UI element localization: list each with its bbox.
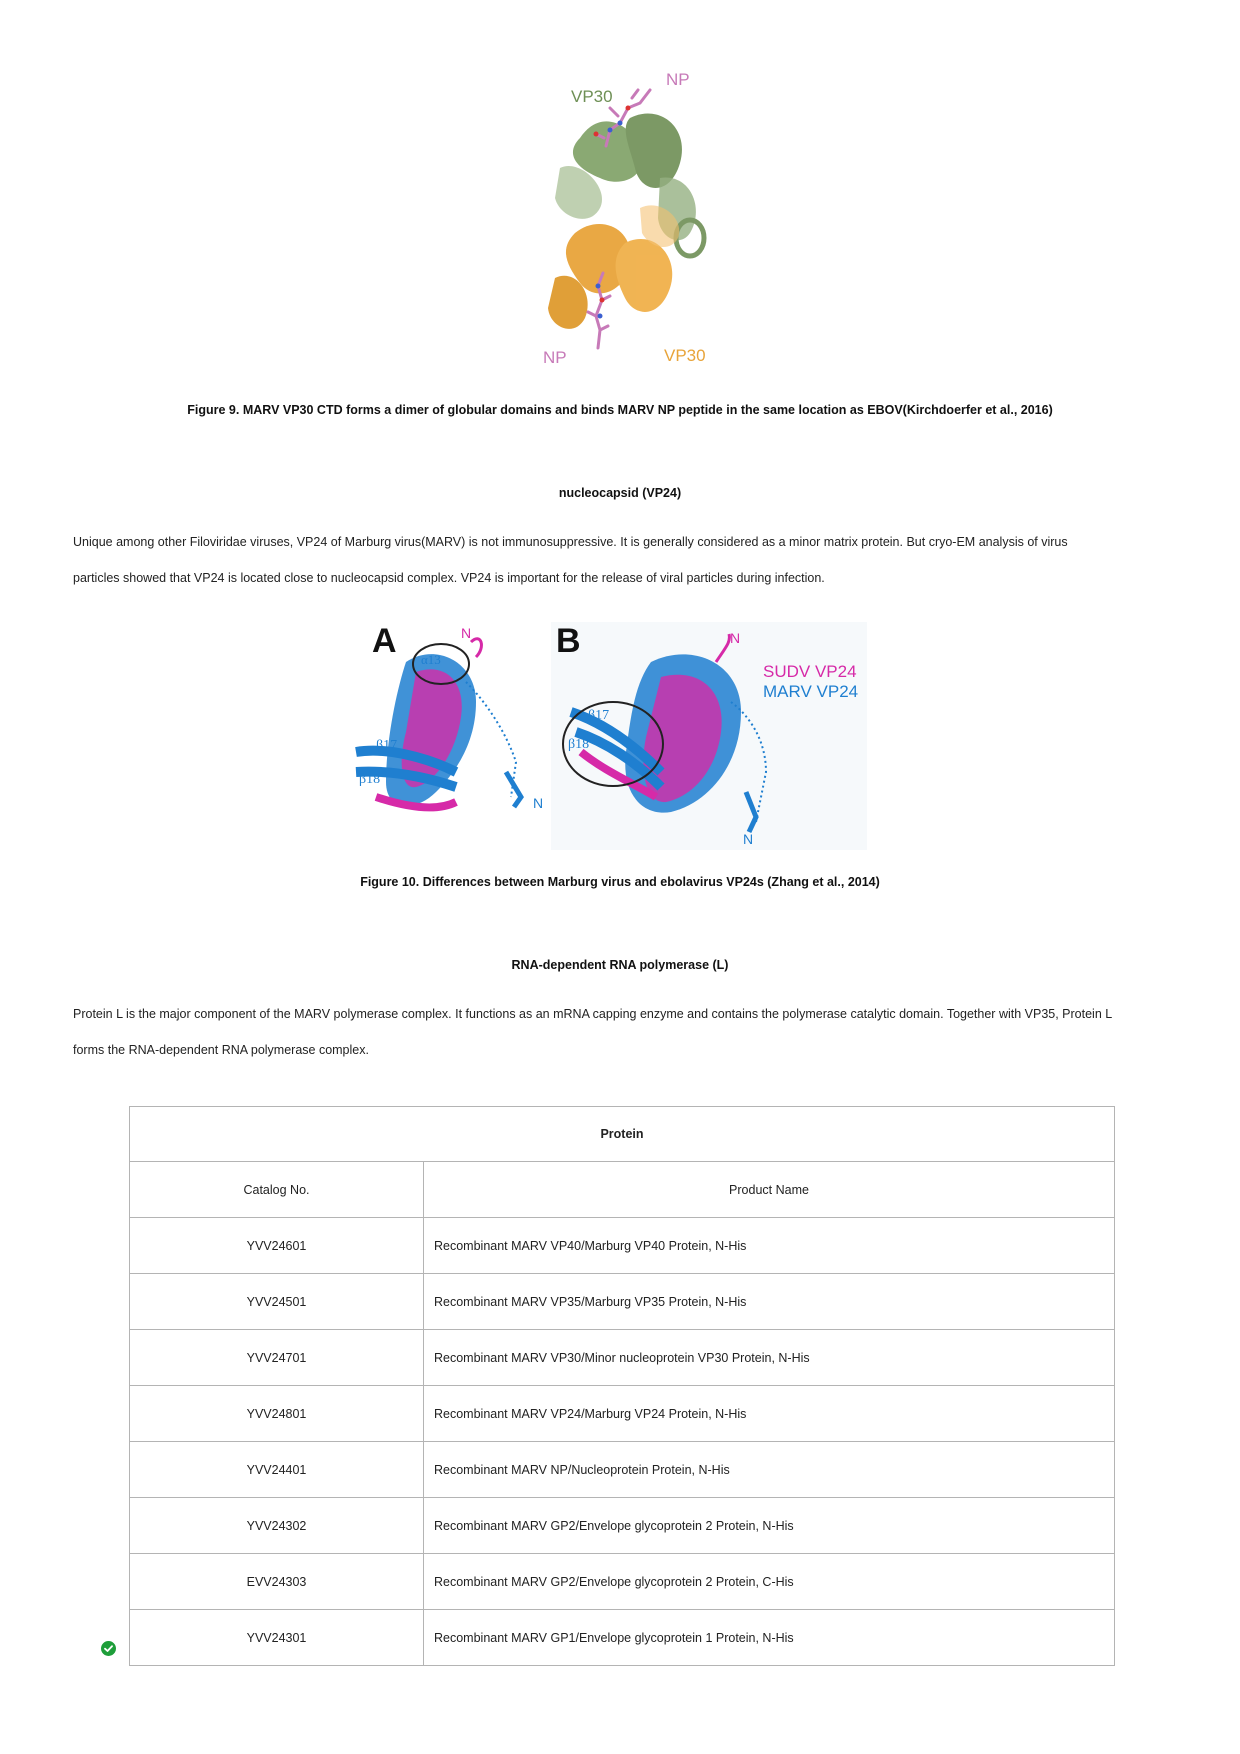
check-circle-icon [101, 1641, 116, 1656]
paragraph-polymerase-line1: Protein L is the major component of the MARV polymerase complex. It functions as an mRNA capping enzyme and contains the polymerase catalytic domain. Together with VP35, Protein L [73, 1007, 1113, 1021]
catalog-number: YVV24302 [130, 1498, 424, 1554]
catalog-number: EVV24303 [130, 1554, 424, 1610]
panel-b-beta18-label: β18 [568, 737, 590, 752]
product-name: Recombinant MARV VP24/Marburg VP24 Protein, N-His [424, 1386, 1115, 1442]
label-np-bottom: NP [543, 348, 567, 367]
table-row [130, 1274, 1115, 1330]
figure10-caption: Figure 10. Differences between Marburg virus and ebolavirus VP24s (Zhang et al., 2014) [360, 875, 880, 889]
table-row [130, 1554, 1115, 1610]
table-row [130, 1610, 1115, 1666]
catalog-number: YVV24401 [130, 1442, 424, 1498]
catalog-number: YVV24601 [130, 1218, 424, 1274]
catalog-number: YVV24301 [130, 1610, 424, 1666]
section-heading-polymerase: RNA-dependent RNA polymerase (L) [511, 958, 729, 972]
table-title: Protein [130, 1107, 1115, 1162]
panel-a-beta18-label: β18 [359, 772, 381, 787]
paragraph-vp24-line2: particles showed that VP24 is located close to nucleocapsid complex. VP24 is important for the release of viral particles during infection. [73, 571, 825, 585]
label-vp30-bottom: VP30 [664, 346, 706, 365]
legend-marv-vp24: MARV VP24 [763, 682, 859, 701]
paragraph-vp24 [73, 524, 1173, 596]
product-name: Recombinant MARV VP40/Marburg VP40 Protein, N-His [424, 1218, 1115, 1274]
paragraph-polymerase [73, 996, 1173, 1068]
figure10-panel-b [551, 622, 867, 850]
product-name: Recombinant MARV GP2/Envelope glycoprotein 2 Protein, C-His [424, 1554, 1115, 1610]
panel-a-alpha13-label: α13 [421, 652, 441, 667]
catalog-number: YVV24701 [130, 1330, 424, 1386]
product-name: Recombinant MARV VP30/Minor nucleoprotein VP30 Protein, N-His [424, 1330, 1115, 1386]
table-row [130, 1386, 1115, 1442]
section-heading-vp24: nucleocapsid (VP24) [558, 486, 682, 500]
table-row [130, 1330, 1115, 1386]
protein-structure-vp24-panel-b [551, 622, 867, 850]
label-np-top: NP [666, 70, 690, 89]
panel-b-n-terminus-top: N [730, 630, 741, 646]
catalog-number: YVV24501 [130, 1274, 424, 1330]
table-row [130, 1498, 1115, 1554]
column-header-product-name: Product Name [424, 1162, 1115, 1218]
product-name: Recombinant MARV NP/Nucleoprotein Protein, N-His [424, 1442, 1115, 1498]
table-row [130, 1218, 1115, 1274]
product-name: Recombinant MARV GP1/Envelope glycoprotein 1 Protein, N-His [424, 1610, 1115, 1666]
table-title-row [130, 1107, 1115, 1162]
protein-structure-vp30-dimer [540, 68, 720, 368]
protein-product-table [129, 1106, 1115, 1666]
table-row [130, 1442, 1115, 1498]
panel-b-letter: B [556, 622, 581, 660]
product-name: Recombinant MARV GP2/Envelope glycoprotein 2 Protein, N-His [424, 1498, 1115, 1554]
panel-b-n-terminus-bottom: N [743, 831, 754, 847]
panel-a-n-terminus-bottom: N [533, 795, 544, 811]
panel-b-beta17-label: β17 [588, 708, 610, 723]
panel-a-beta17-label: β17 [376, 738, 398, 753]
legend-sudv-vp24: SUDV VP24 [763, 662, 857, 681]
catalog-number: YVV24801 [130, 1386, 424, 1442]
paragraph-polymerase-line2: forms the RNA-dependent RNA polymerase complex. [73, 1043, 369, 1057]
panel-a-n-terminus-top: N [461, 625, 472, 641]
column-header-catalog: Catalog No. [130, 1162, 424, 1218]
figure9-caption: Figure 9. MARV VP30 CTD forms a dimer of globular domains and binds MARV NP peptide in the same location as EBOV(Kirchdoerfer et al., 2016) [187, 403, 1053, 417]
figure9-image [540, 68, 720, 368]
table-header-row [130, 1162, 1115, 1218]
paragraph-vp24-line1: Unique among other Filoviridae viruses, VP24 of Marburg virus(MARV) is not immunosuppressive. It is generally considered as a minor matrix protein. But cryo-EM analysis of virus [73, 535, 1068, 549]
label-vp30-top: VP30 [571, 87, 613, 106]
product-name: Recombinant MARV VP35/Marburg VP35 Protein, N-His [424, 1274, 1115, 1330]
panel-a-letter: A [372, 622, 397, 660]
